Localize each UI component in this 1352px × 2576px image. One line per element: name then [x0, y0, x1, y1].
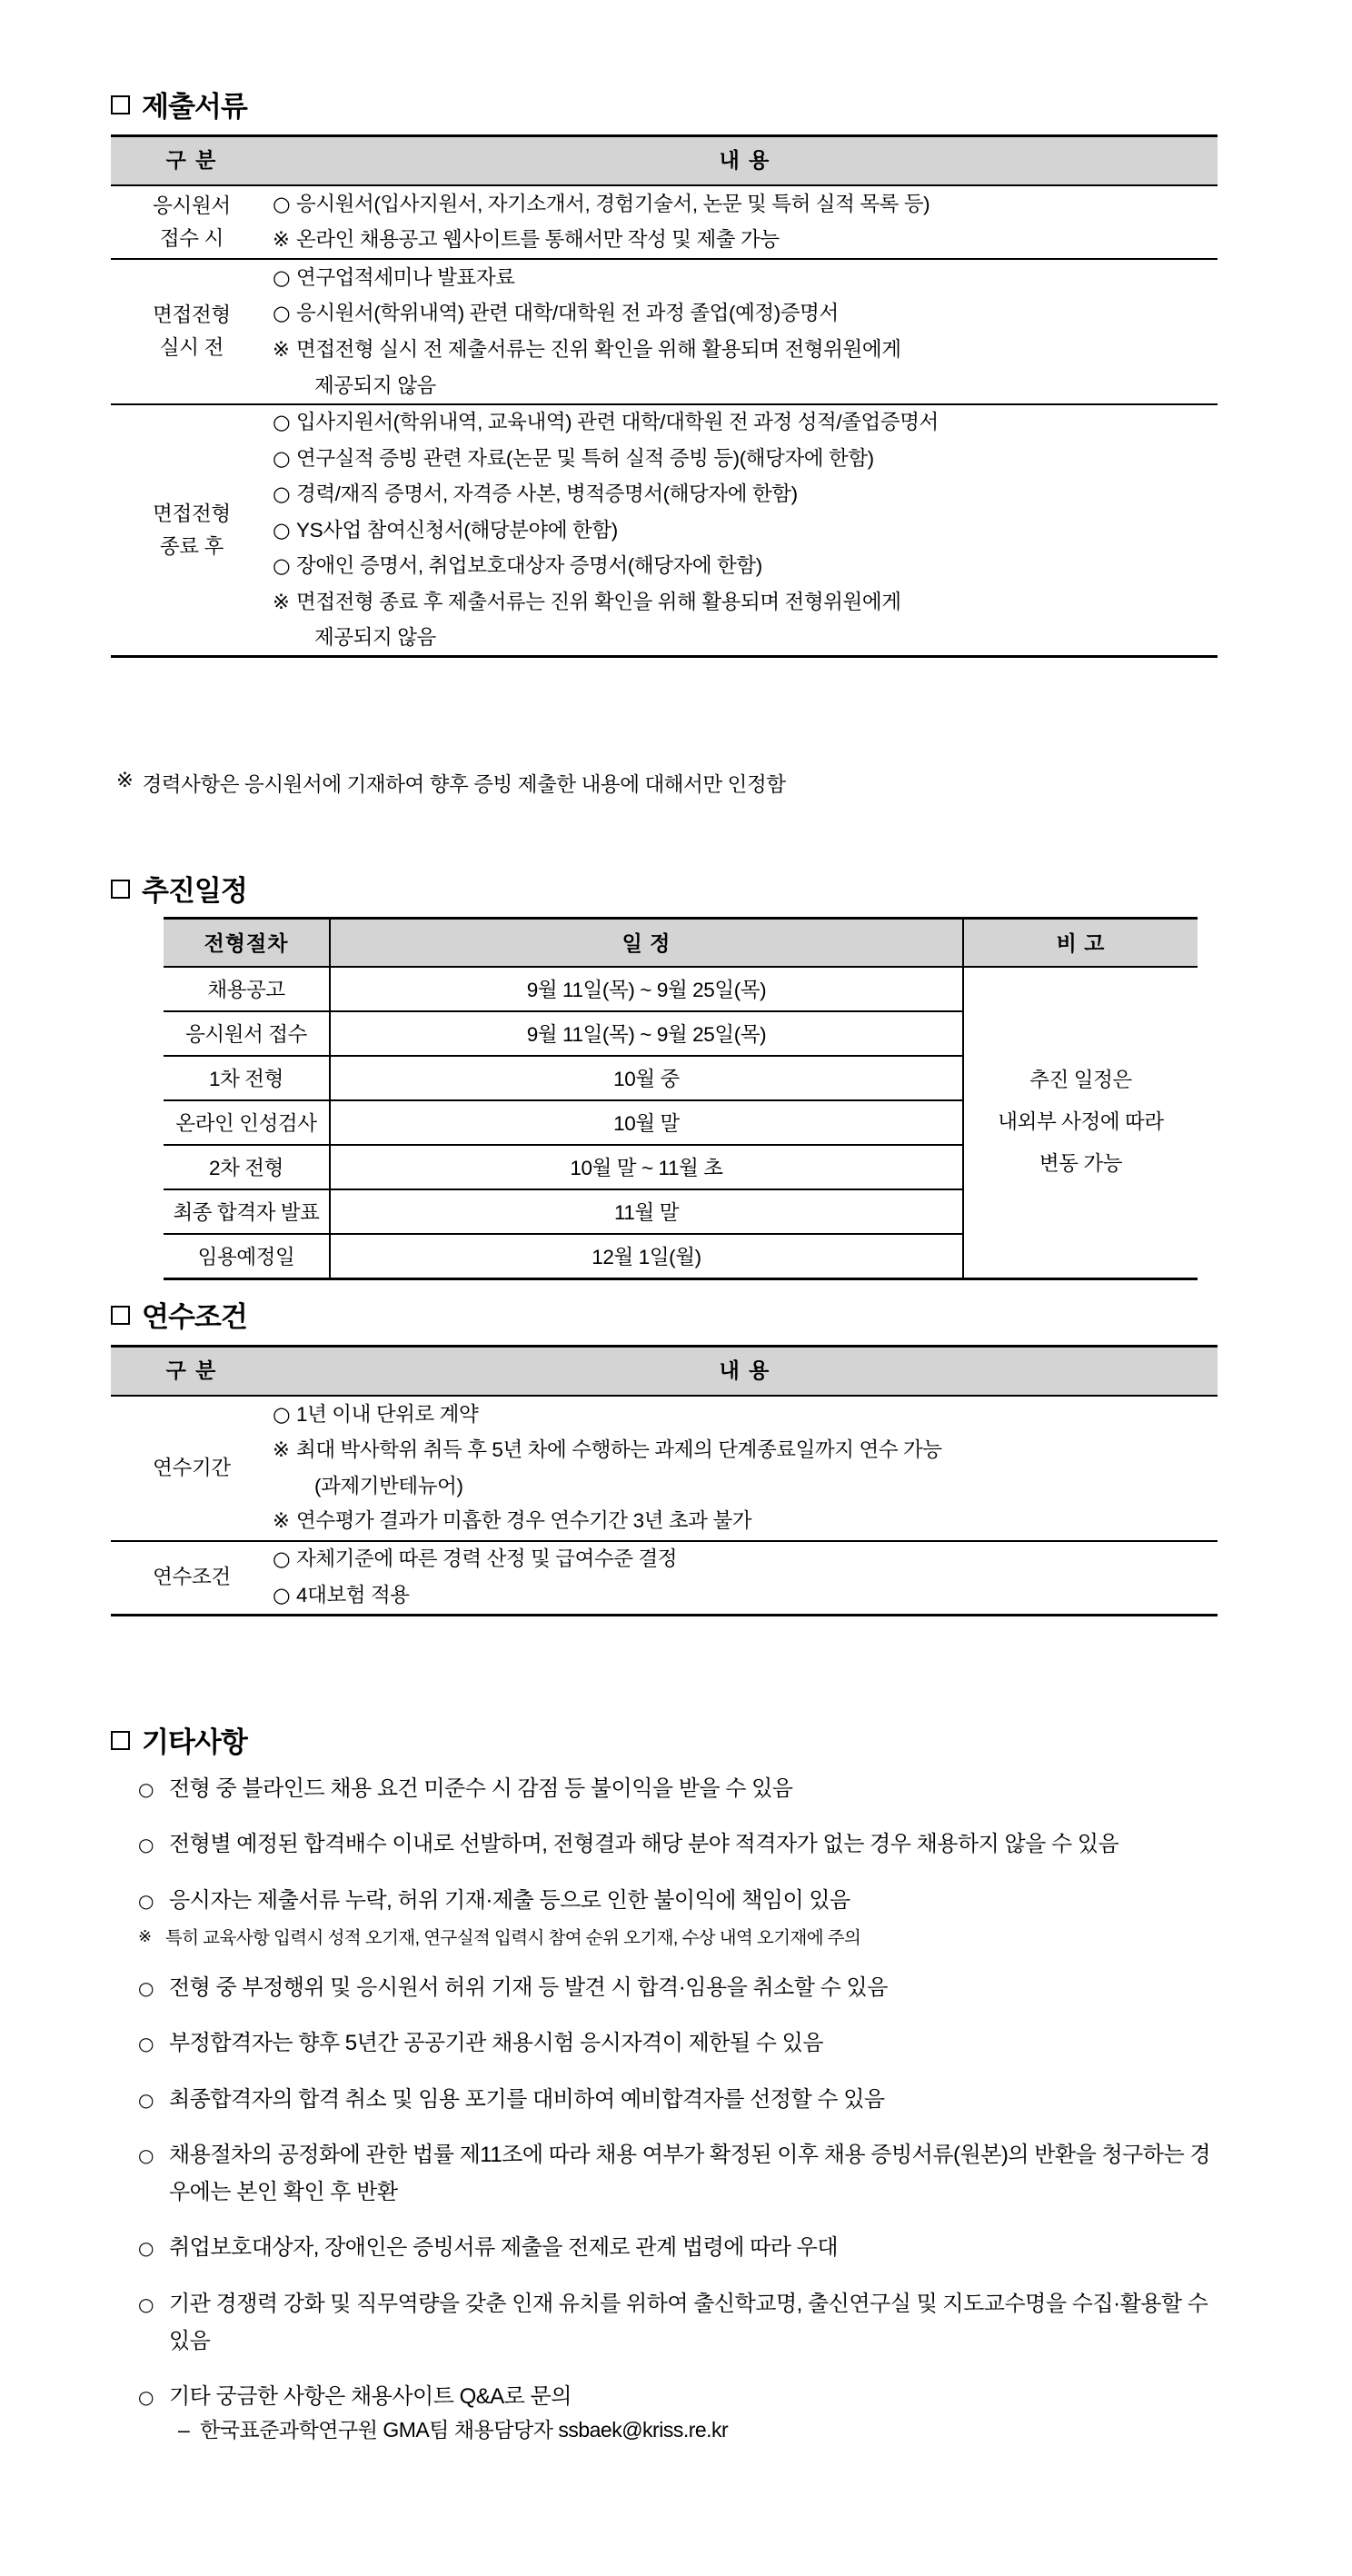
list-item-text: 연수평가 결과가 미흡한 경우 연수기간 3년 초과 불가: [296, 1509, 752, 1533]
heading-schedule-label: 추진일정: [142, 875, 247, 907]
remark-line: 추진 일정은: [1029, 1068, 1132, 1091]
list-item-text: 4대보험 적용: [296, 1583, 410, 1606]
section-misc: [111, 1719, 247, 1760]
bullet-marker: ○: [138, 2386, 154, 2409]
remark-line: 변동 가능: [1039, 1152, 1123, 1176]
row-content-training-period: [273, 1396, 1218, 1540]
table-row: [111, 1396, 1218, 1540]
bullet-marker: ○: [138, 2143, 154, 2166]
section-training: [111, 1294, 247, 1335]
note-marker: ※: [273, 1509, 290, 1534]
list-item-text: 면접전형 종료 후 제출서류는 진위 확인을 위해 활용되며 전형위원에게: [296, 590, 901, 613]
list-sub-item: [138, 1925, 1228, 1953]
schedule-table-wrap: [164, 917, 1198, 1280]
note-marker: ※: [273, 1438, 290, 1463]
heading-schedule: [111, 868, 247, 909]
dash-marker: –: [178, 2418, 190, 2442]
list-item: [273, 477, 1218, 513]
bullet-marker: ○: [273, 411, 291, 435]
row-label-line: 종료 후: [159, 534, 224, 558]
list-item: [138, 1882, 1228, 1919]
table-row: [111, 185, 1218, 259]
schedule-remark: [963, 967, 1198, 1279]
row-label-before-interview: [111, 259, 273, 403]
schedule-table: [164, 917, 1198, 1280]
bullet-marker: ○: [273, 1402, 291, 1427]
table-row: [111, 1541, 1218, 1616]
list-item-text: 채용절차의 공정화에 관한 법률 제11조에 따라 채용 여부가 확정된 이후 채용 증빙서류(원본)의 반환을 청구하는 경우에는 본인 확인 후 반환: [169, 2142, 1211, 2205]
heading-documents: [111, 84, 247, 124]
list-item-text: YS사업 참여신청서(해당분야에 한함): [296, 518, 618, 542]
table-row: [111, 259, 1218, 403]
row-label-line: 면접전형: [153, 303, 231, 327]
list-item: [138, 2378, 1228, 2415]
bullet-marker: ○: [273, 1547, 291, 1572]
list-item-text: 전형 중 블라인드 채용 요건 미준수 시 감점 등 불이익을 받을 수 있음: [169, 1776, 793, 1801]
row-label-application: [111, 185, 273, 259]
checkbox-square-icon: [111, 1306, 130, 1325]
list-item-text: 연구업적세미나 발표자료: [296, 265, 515, 289]
table-row: [164, 967, 1198, 1011]
table-header-row: [111, 136, 1218, 186]
list-item: [273, 584, 1218, 621]
remark-line: 내외부 사정에 따라: [998, 1109, 1164, 1133]
schedule-step: 채용공고: [207, 979, 285, 1001]
schedule-step: 온라인 인성검사: [164, 1100, 330, 1145]
section-documents: [111, 84, 247, 124]
note-marker: ※: [273, 590, 290, 614]
note-marker: ※: [273, 338, 290, 363]
misc-list: [138, 1770, 1228, 2447]
training-table: [111, 1345, 1218, 1616]
contact-text: 한국표준과학연구원 GMA팀 채용담당자 ssbaek@kriss.re.kr: [200, 2418, 729, 2442]
list-item-text: 최대 박사학위 취득 후 5년 차에 수행하는 과제의 단계종료일까지 연수 가능: [296, 1438, 942, 1462]
list-item-text: 면접전형 실시 전 제출서류는 진위 확인을 위해 활용되며 전형위원에게: [296, 338, 901, 362]
bullet-marker: ○: [138, 2088, 154, 2111]
row-label-line: 응시원서: [153, 194, 231, 218]
note-marker: ※: [273, 228, 290, 253]
list-item-text: 전형별 예정된 합격배수 이내로 선발하며, 전형결과 해당 분야 적격자가 없는 경우 채용하지 않을 수 있음: [169, 1832, 1119, 1857]
list-item-text: 기타 궁금한 사항은 채용사이트 Q&A로 문의: [169, 2384, 572, 2410]
list-item-text: 연구실적 증빙 관련 자료(논문 및 특허 실적 증빙 등)(해당자에 한함): [296, 446, 874, 470]
table-row: [111, 404, 1218, 657]
bullet-marker: ○: [138, 1976, 154, 1999]
schedule-date: 11월 말: [330, 1189, 963, 1234]
schedule-step: 최종 합격자 발표: [164, 1189, 330, 1234]
list-item: [138, 2229, 1228, 2266]
schedule-date: 10월 말: [330, 1100, 963, 1145]
list-item: [138, 1969, 1228, 2006]
col-header-date: 일 정: [330, 919, 963, 968]
bullet-marker: ○: [273, 482, 291, 507]
list-item: [273, 1542, 1218, 1578]
list-item-continuation: 제공되지 않음: [314, 626, 436, 650]
list-item-text: 최종합격자의 합격 취소 및 임용 포기를 대비하여 예비합격자를 선정할 수 있음: [169, 2086, 885, 2112]
list-item-text: 기관 경쟁력 강화 및 직무역량을 갖춘 인재 유치를 위하여 출신학교명, 출신연구실 및 지도교수명을 수집·활용할 수 있음: [169, 2291, 1208, 2353]
list-item-text: 장애인 증명서, 취업보호대상자 증명서(해당자에 한함): [296, 554, 762, 578]
note-text: 경력사항은 응시원서에 기재하여 향후 증빙 제출한 내용에 대해서만 인정함: [142, 773, 786, 796]
schedule-date: 9월 11일(목) ~ 9월 25일(목): [330, 967, 963, 1011]
list-item-text: 자체기준에 따른 경력 산정 및 급여수준 결정: [296, 1547, 678, 1571]
table-header-row: [111, 1347, 1218, 1397]
row-label-training-period: 연수기간: [153, 1457, 231, 1480]
documents-table: [111, 134, 1218, 658]
list-item: [273, 223, 1218, 259]
checkbox-square-icon: [111, 880, 130, 899]
list-item-text: 온라인 채용공고 웹사이트를 통해서만 작성 및 제출 가능: [296, 228, 780, 252]
schedule-step: 1차 전형: [164, 1056, 330, 1100]
list-item: [138, 2136, 1228, 2212]
list-item-text: 부정합격자는 향후 5년간 공공기관 채용시험 응시자격이 제한될 수 있음: [169, 2031, 824, 2056]
list-item: [273, 1397, 1218, 1433]
note-marker: ※: [138, 1926, 152, 1946]
row-label-line: 실시 전: [159, 336, 224, 360]
heading-misc-label: 기타사항: [142, 1726, 247, 1758]
checkbox-square-icon: [111, 1731, 130, 1750]
list-item: [138, 2024, 1228, 2062]
list-item-continuation: 제공되지 않음: [314, 373, 436, 397]
schedule-date: 10월 중: [330, 1056, 963, 1100]
col-header-step: 전형절차: [164, 919, 330, 968]
schedule-step: 응시원서 접수: [164, 1011, 330, 1056]
list-item-text: 입사지원서(학위내역, 교육내역) 관련 대학/대학원 전 과정 성적/졸업증명서: [296, 411, 939, 434]
schedule-date: 10월 말 ~ 11월 초: [330, 1145, 963, 1189]
col-header-remark: 비 고: [963, 919, 1198, 968]
list-item: [273, 333, 1218, 369]
row-label-after-interview: [111, 404, 273, 657]
list-item-continuation: (과제기반테뉴어): [314, 1474, 463, 1497]
bullet-marker: ○: [138, 2237, 154, 2260]
list-item-text: 경력/재직 증명서, 자격증 사본, 병적증명서(해당자에 한함): [296, 482, 798, 506]
list-item: [273, 549, 1218, 585]
checkbox-square-icon: [111, 95, 130, 114]
schedule-date: 12월 1일(월): [330, 1234, 963, 1279]
row-content-application: [273, 185, 1218, 259]
contact-line: [178, 2413, 1228, 2447]
col-header-category: 구 분: [111, 1347, 273, 1397]
heading-misc: [111, 1719, 247, 1760]
section-schedule: [111, 868, 247, 909]
schedule-date: 9월 11일(목) ~ 9월 25일(목): [330, 1011, 963, 1056]
bullet-marker: ○: [273, 554, 291, 579]
list-sub-item-text: 특히 교육사항 입력시 성적 오기재, 연구실적 입력시 참여 순위 오기재, 수상 내역 오기재에 주의: [165, 1927, 861, 1948]
list-item: [273, 512, 1218, 549]
training-table-wrap: [111, 1345, 1218, 1616]
bullet-marker: ○: [273, 1583, 291, 1607]
heading-documents-label: 제출서류: [142, 91, 247, 123]
list-item: [273, 186, 1218, 223]
list-item: [138, 2081, 1228, 2118]
bullet-marker: ○: [273, 446, 291, 471]
row-content-training-conditions: [273, 1541, 1218, 1616]
list-item: [273, 1433, 1218, 1469]
row-label-line: 면접전형: [153, 502, 231, 525]
bullet-marker: ○: [138, 2033, 154, 2055]
list-item: [273, 296, 1218, 333]
list-item-text: 전형 중 부정행위 및 응시원서 허위 기재 등 발견 시 합격·임용을 취소할 수 있음: [169, 1974, 888, 2000]
list-item: [138, 2285, 1228, 2361]
bullet-marker: ○: [138, 2293, 154, 2315]
note-marker: ※: [116, 769, 134, 791]
bullet-marker: ○: [273, 265, 291, 290]
list-item: [273, 1504, 1218, 1540]
list-item: [138, 1825, 1228, 1863]
list-item: [273, 405, 1218, 442]
bullet-marker: ○: [138, 1834, 154, 1856]
table-header-row: [164, 919, 1198, 968]
col-header-content: 내 용: [273, 1347, 1218, 1397]
row-label-line: 접수 시: [159, 226, 224, 250]
col-header-content: 내 용: [273, 136, 1218, 186]
list-item: [273, 260, 1218, 296]
bullet-marker: ○: [273, 518, 291, 542]
list-item: [138, 1770, 1228, 1807]
list-item: [273, 1577, 1218, 1614]
bullet-marker: ○: [273, 192, 291, 216]
col-header-category: 구 분: [111, 136, 273, 186]
schedule-step: 임용예정일: [164, 1234, 330, 1279]
bullet-marker: ○: [138, 1778, 154, 1800]
list-item-text: 응시자는 제출서류 누락, 허위 기재·제출 등으로 인한 불이익에 책임이 있음: [169, 1887, 850, 1913]
list-item: [273, 441, 1218, 477]
row-label-training-conditions: 연수조건: [111, 1541, 273, 1616]
list-item-text: 응시원서(입사지원서, 자기소개서, 경험기술서, 논문 및 특허 실적 목록 등): [296, 192, 930, 215]
list-item-text: 취업보호대상자, 장애인은 증빙서류 제출을 전제로 관계 법령에 따라 우대: [169, 2235, 839, 2261]
heading-training-label: 연수조건: [142, 1301, 247, 1333]
row-content-before-interview: [273, 259, 1218, 403]
bullet-marker: ○: [138, 1889, 154, 1912]
schedule-step: 2차 전형: [164, 1145, 330, 1189]
documents-note: [116, 769, 786, 798]
bullet-marker: ○: [273, 302, 291, 326]
list-item-text: 1년 이내 단위로 계약: [296, 1402, 479, 1426]
documents-table-wrap: [111, 134, 1218, 658]
row-content-after-interview: [273, 404, 1218, 657]
heading-training: [111, 1294, 247, 1335]
list-item-text: 응시원서(학위내역) 관련 대학/대학원 전 과정 졸업(예정)증명서: [296, 302, 839, 325]
